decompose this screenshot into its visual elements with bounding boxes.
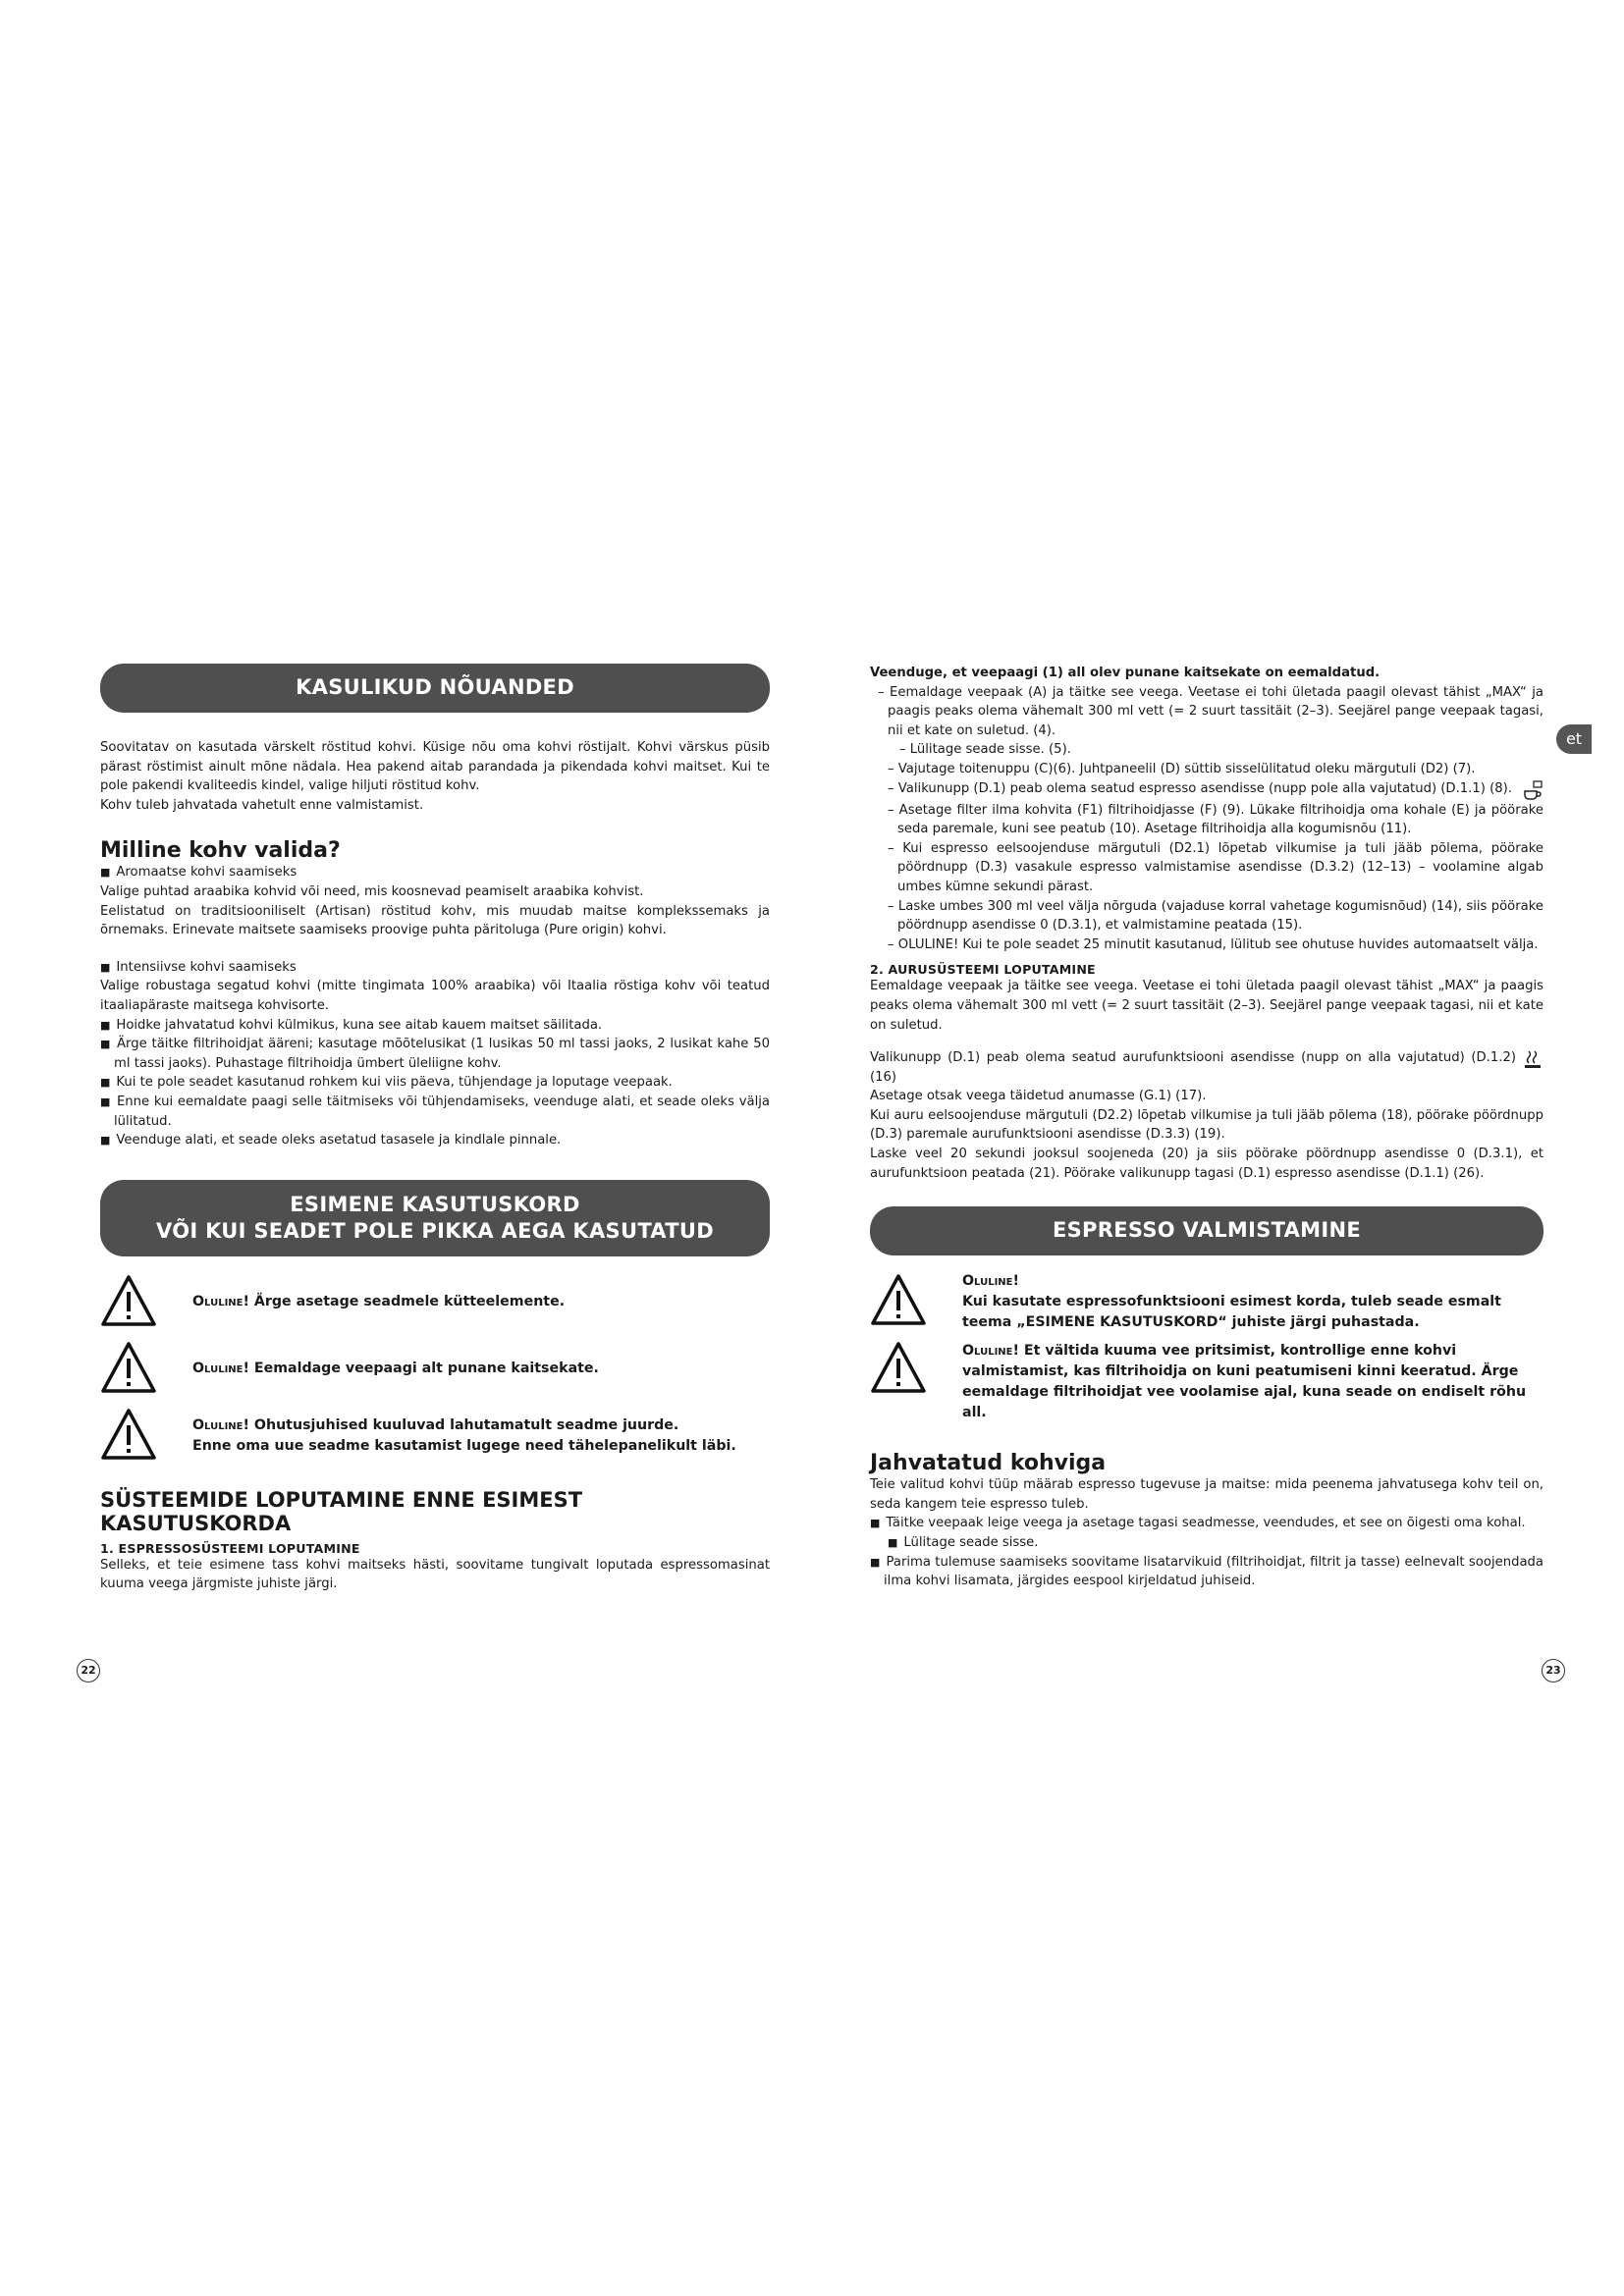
espresso-title: ESPRESSO VALMISTAMINE (1052, 1218, 1362, 1243)
first-use-title-1: ESIMENE KASUTUSKORD (290, 1192, 580, 1216)
warning-icon (100, 1408, 157, 1461)
which-coffee-title: Milline kohv valida? (100, 838, 341, 864)
warning-icon (100, 1274, 157, 1327)
step: – Laske umbes 300 ml veel välja nõrguda (vajaduse korral vahetage kogumisnõud) (14), siis pöörake pöördnupp asendisse 0 (D.3.1), et valmistamine peatada (15). (888, 898, 1543, 934)
warning-icon (870, 1341, 927, 1394)
first-use-title-2: VÕI KUI SEADET POLE PIKKA AEGA KASUTATUD (156, 1218, 714, 1243)
steam-subtitle: 2. AURUSÜSTEEMI LOPUTAMINE (870, 962, 1096, 978)
espresso-cup-icon (1522, 779, 1543, 801)
steam-text-5: Laske veel 20 sekundi jooksul soojeneda (20) ja siis pöörake pöördnupp asendisse 0 (D.3.1), et aurufunktsioon peatada (21). Pöörake valikunupp tagasi (D.1) espresso asendisse (D.1.1) (26). (870, 1147, 1543, 1181)
ground-bullet: ■ Parima tulemuse saamiseks soovitame lisatarvikuid (filtrihoidjat, filtrit ja tasse) eelnevalt soojendada ilma kohvi lisamata, järgides eespool kirjeldatud juhiseid. (870, 1553, 1543, 1591)
rinse-title: SÜSTEEMIDE LOPUTAMINE ENNE ESIMEST KASUTUSKORDA (100, 1487, 583, 1535)
aromatic-head: ■ Aromaatse kohvi saamiseks (100, 863, 770, 882)
language-tab: et (1556, 724, 1592, 754)
ground-bullet: ■ Täitke veepaak leige veega ja asetage tagasi seadmesse, veendudes, et see on õigesti oma kohal. (870, 1514, 1543, 1533)
tips-title: KASULIKUD NÕUANDED (296, 675, 574, 699)
ground-bullet: ■ Lülitage seade sisse. (870, 1533, 1543, 1553)
steam-text-1: Eemaldage veepaak ja täitke see veega. Veetase ei tohi ületada paagil olevast tähist „MAX“ ja paagis peaks olema vähemalt 300 ml vett (= 2 suurt tassitäit (2–3). Seejärel pange veepaak tagasi, nii et kate on suletud. (870, 979, 1543, 1033)
intense-head: ■ Intensiivse kohvi saamiseks (100, 958, 770, 978)
warning-5: Oluline! Et vältida kuuma vee pritsimist, kontrollige enne kohvi valmistamist, kas filtrihoidja on kuni peatumiseni kinni keeratud. Ärge eemaldage filtrihoidjat vee voolamise ajal, kuna seade on endiselt rõhu all. (870, 1341, 1543, 1423)
step: – Lülitage seade sisse. (5). (899, 742, 1071, 758)
tips-intro-2: Kohv tuleb jahvatada vahetult enne valmistamist. (100, 797, 424, 813)
aromatic-text-2: Eelistatud on traditsiooniliselt (Artisan) röstitud kohv, mis muudab maitse komplekssemaks ja õrnemaks. Erinevate maitsete saamiseks proovige puhta päritoluga (Pure origin) kohvi. (100, 903, 770, 938)
check-cover-heading: Veenduge, et veepaagi (1) all olev punane kaitsekate on eemaldatud. (870, 666, 1380, 680)
steam-icon (1522, 1048, 1543, 1070)
steam-text-4: Kui auru eelsoojenduse märgutuli (D2.2) lõpetab vilkumise ja tuli jääb põlema (18), pöörake pöördnupp (D.3) paremale aurufunktsiooni asendisse (D.3.3) (19). (870, 1107, 1543, 1143)
tip-bullet: ■ Hoidke jahvatatud kohvi külmikus, kuna see aitab kauem maitset säilitada. (100, 1016, 770, 1036)
warning-4: Oluline! Kui kasutate espressofunktsiooni esimest korda, tuleb seade esmalt teema „ESIMENE KASUTUSKORD“ juhiste järgi puhastada. (870, 1273, 1543, 1333)
warning-1: Oluline! Ärge asetage seadmele kütteelemente. (100, 1274, 770, 1327)
warning-icon (870, 1273, 927, 1326)
ground-coffee-title: Jahvatatud kohviga (870, 1451, 1107, 1476)
step: – Valikunupp (D.1) peab olema seatud espresso asendisse (nupp pole alla vajutatud) (D.1.1) (8). (888, 780, 1512, 796)
page-number-left: 22 (77, 1659, 100, 1682)
ground-coffee-text: Teie valitud kohvi tüüp määrab espresso tugevuse ja maitse: mida peenema jahvatusega kohv teil on, seda kangem teie espresso tuleb. (870, 1477, 1543, 1512)
step: – Vajutage toitenuppu (C)(6). Juhtpaneelil (D) süttib sisselülitatud oleku märgutuli (D2) (7). (888, 761, 1476, 776)
espresso-banner (870, 1206, 1543, 1255)
rinse-text: Selleks, et teie esimene tass kohvi maitseks hästi, soovitame tungivalt loputada espressomasinat kuuma veega järgmiste juhiste järgi. (100, 1557, 770, 1592)
left-page (100, 664, 770, 1594)
warning-2: Oluline! Eemaldage veepaagi alt punane kaitsekate. (100, 1341, 770, 1394)
tips-banner (100, 664, 770, 713)
tip-bullet: ■ Enne kui eemaldate paagi selle täitmiseks või tühjendamiseks, veenduge alati, et seade oleks välja lülitatud. (100, 1093, 770, 1131)
step: – Eemaldage veepaak (A) ja täitke see veega. Veetase ei tohi ületada paagil olevast tähist „MAX“ ja paagis peaks olema vähemalt 300 ml vett (= 2 suurt tassitäit (2–3). Seejärel pange veepaak tagasi, nii et kate on suletud. (4). (878, 684, 1543, 738)
aromatic-text-1: Valige puhtad araabika kohvid või need, mis koosnevad peamiselt araabika kohvist. (100, 883, 644, 899)
steam-text-2: Valikunupp (D.1) peab olema seatud aurufunktsiooni asendisse (nupp on alla vajutatud) (D.1.2) (16) (870, 1050, 1516, 1085)
page-number-right: 23 (1542, 1659, 1565, 1682)
warning-3: Oluline! Ohutusjuhised kuuluvad lahutamatult seadme juurde. Enne oma uue seadme kasutamist lugege need tähelepanelikult läbi. (100, 1408, 770, 1461)
tips-intro-1: Soovitatav on kasutada värskelt röstitud kohvi. Küsige nõu oma kohvi röstijalt. Kohvi värskus püsib pärast röstimist ainult mõne nädala. Hea pakend aitab parandada ja pikendada kohvi maitset. Kui te pole pakendi kvaliteedis kindel, valige hiljuti röstitud kohv. (100, 740, 770, 794)
step: – OLULINE! Kui te pole seadet 25 minutit kasutanud, lülitub see ohutuse huvides automaatselt välja. (888, 936, 1539, 952)
step: – Asetage filter ilma kohvita (F1) filtrihoidjasse (F) (9). Lükake filtrihoidja oma kohale (E) ja pöörake seda paremale, kuni see peatub (10). Asetage filtrihoidja alla kogumisnõu (11). (888, 802, 1543, 837)
first-use-banner (100, 1180, 770, 1256)
tip-bullet: ■ Kui te pole seadet kasutanud rohkem kui viis päeva, tühjendage ja loputage veepaak. (100, 1073, 770, 1093)
rinse-subtitle: 1. ESPRESSOSÜSTEEMI LOPUTAMINE (100, 1540, 360, 1556)
step: – Kui espresso eelsoojenduse märgutuli (D2.1) lõpetab vilkumise ja tuli jääb põlema, pöörake pöördnupp (D.3) vasakule espresso valmistamise asendisse (D.3.2) (12–13) – voolamine algab umbes kümne sekundi pärast. (888, 840, 1543, 894)
warning-icon (100, 1341, 157, 1394)
tip-bullet: ■ Ärge täitke filtrihoidjat ääreni; kasutage mõõtelusikat (1 lusikas 50 ml tassi jaoks, 2 lusikat kahe 50 ml tassi jaoks). Puhastage filtrihoidja ümbert üleliigne kohv. (100, 1035, 770, 1073)
steam-text-3: Asetage otsak veega täidetud anumasse (G.1) (17). (870, 1089, 1207, 1104)
tip-bullet: ■ Veenduge alati, et seade oleks asetatud tasasele ja kindlale pinnale. (100, 1131, 770, 1150)
intense-text: Valige robustaga segatud kohvi (mitte tingimata 100% araabika) või Itaalia röstiga kohv või teatud itaaliapäraste maitsega kohvisorte. (100, 979, 770, 1013)
right-page (870, 664, 1543, 1591)
